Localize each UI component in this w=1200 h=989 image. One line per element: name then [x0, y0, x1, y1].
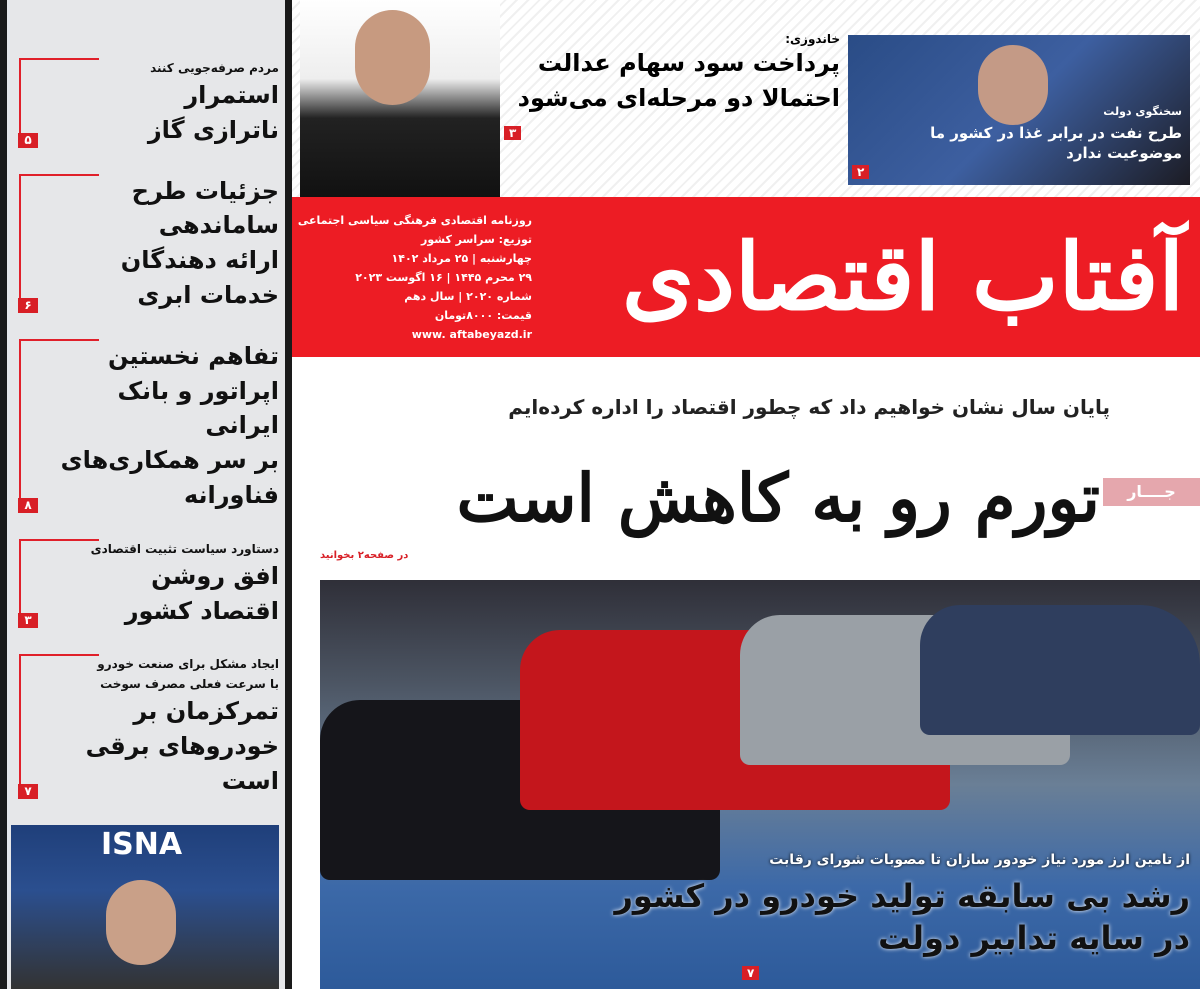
newspaper-logo[interactable]: آفتاب اقتصادی: [621, 223, 1184, 331]
title-line: بر سر همکاری‌های: [60, 446, 279, 475]
info-line: ۲۹ محرم ۱۴۴۵ | ۱۶ اگوست ۲۰۲۳: [355, 271, 532, 284]
sidebar-story[interactable]: [19, 174, 279, 313]
isna-watermark: ISNA: [101, 827, 183, 862]
title-line: خودروهای برقی است: [85, 732, 279, 795]
title-line: رشد بی سابقه تولید خودرو در کشور: [614, 877, 1190, 915]
sidebar: [0, 0, 292, 989]
title-line: فناورانه: [183, 480, 279, 509]
title-line: ارائه دهندگان: [120, 246, 279, 275]
info-line: چهارشنبه | ۲۵ مرداد ۱۴۰۲: [391, 252, 532, 265]
blue-car: [920, 605, 1200, 735]
info-line: روزنامه اقتصادی فرهنگی سیاسی اجتماعی: [297, 214, 532, 227]
page-number: ۳: [18, 613, 38, 628]
person-face: [106, 880, 176, 965]
sidebar-story[interactable]: [19, 539, 279, 629]
sidebar-story[interactable]: [19, 654, 279, 798]
title-line: ناترازی گاز: [147, 115, 279, 144]
title: طرح نفت در برابر غذا در کشور ما موضوعیت ندارد: [930, 124, 1182, 162]
title-line: استمرار: [184, 81, 279, 109]
kicker: سخنگوی دولت: [1103, 105, 1182, 118]
khandouzi-photo[interactable]: [300, 0, 500, 197]
info-line: قیمت: ۸۰۰۰تومان: [434, 309, 532, 322]
title-line: احتمالا دو مرحله‌ای می‌شود: [517, 83, 840, 112]
masthead-info: [297, 211, 532, 344]
top-stories: [292, 0, 1200, 197]
kicker: با سرعت فعلی مصرف سوخت: [100, 677, 279, 692]
page-number: ۲: [852, 165, 869, 179]
title-line: افق روشن: [151, 561, 279, 590]
page-number: ۳: [504, 126, 521, 140]
top-story-1[interactable]: [504, 32, 840, 141]
title-line: اپراتور و بانک ایرانی: [117, 376, 279, 440]
title-line: در سایه تدابیر دولت: [878, 918, 1190, 957]
sidebar-story[interactable]: [19, 58, 279, 148]
cars-headline: [614, 876, 1190, 959]
read-more-link[interactable]: در صفحه۲ بخوانید: [320, 550, 409, 561]
page-number: ۷: [742, 966, 759, 980]
bracket: [19, 174, 99, 313]
person-face: [355, 10, 430, 105]
page-number: ۵: [18, 133, 38, 148]
title-line: تمرکزمان بر: [133, 697, 279, 726]
title-line: اقتصاد کشور: [124, 596, 279, 625]
page-number: ۷: [18, 784, 38, 799]
spokesman-photo[interactable]: [848, 35, 1190, 185]
masthead-banner: [292, 197, 1200, 357]
lead-headline[interactable]: تورم رو به کاهش است: [456, 459, 1100, 537]
bracket: [19, 339, 99, 513]
kicker: مردم صرفه‌جویی کنند: [150, 61, 279, 75]
info-line: شماره ۲۰۲۰ | سال دهم: [404, 290, 532, 303]
info-line: توزیع: سراسر کشور: [421, 233, 532, 246]
title-line: خدمات ابری: [137, 280, 279, 309]
kicker: از تامین ارز مورد نیاز خودور سازان تا مصوبات شورای رقابت: [769, 852, 1190, 868]
person-face: [978, 45, 1048, 125]
lead-subtitle: پایان سال نشان خواهیم داد که چطور اقتصاد را اداره کرده‌ایم: [508, 395, 1110, 419]
title-line: جزئیات طرح ساماندهی: [131, 176, 279, 240]
minister-photo[interactable]: [11, 825, 279, 989]
title-line: تفاهم نخستین: [107, 341, 279, 370]
cars-photo[interactable]: [320, 580, 1200, 989]
kicker: ایجاد مشکل برای صنعت خودرو: [97, 657, 279, 672]
page-number: ۸: [18, 498, 38, 513]
sidebar-story[interactable]: [19, 339, 279, 513]
page-number: ۶: [18, 298, 38, 313]
kicker: خاندوزی:: [785, 32, 840, 46]
title-line: پرداخت سود سهام عدالت: [537, 49, 840, 77]
kicker: دستاورد سیاست تثبیت اقتصادی: [90, 541, 279, 556]
website-link[interactable]: www. aftabeyazd.ir: [411, 328, 532, 341]
bracket: [19, 654, 99, 798]
lead-tag: جــــار: [1103, 478, 1200, 506]
